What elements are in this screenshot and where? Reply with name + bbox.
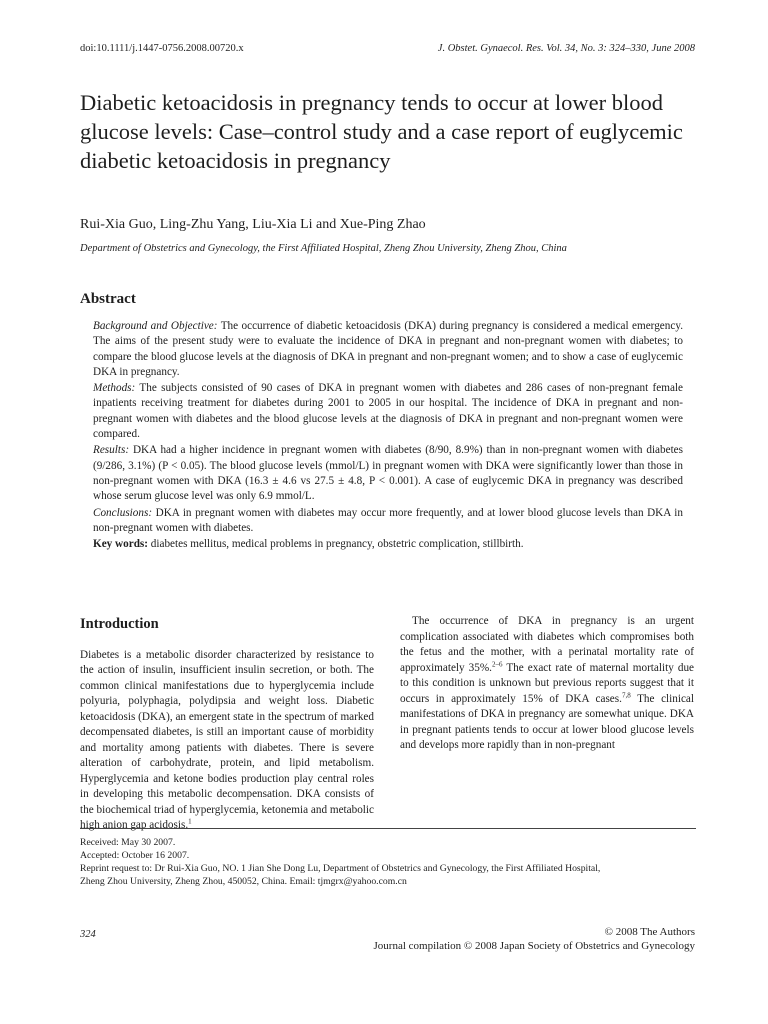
- abstract-heading: Abstract: [80, 291, 136, 307]
- copyright: [374, 925, 696, 953]
- received-date: Received: May 30 2007.: [80, 837, 176, 848]
- ref-1: 1: [188, 817, 192, 826]
- ref-3: 7,8: [621, 690, 631, 699]
- conclusions-label: Conclusions:: [93, 506, 153, 519]
- copyright-journal: Journal compilation © 2008 Japan Society of Obstetrics and Gynecology: [373, 940, 695, 952]
- left-column: [80, 614, 374, 834]
- doi: doi:10.1111/j.1447-0756.2008.00720.x: [80, 43, 244, 54]
- methods-label: Methods:: [93, 382, 136, 395]
- abstract-background: [93, 319, 683, 380]
- abstract-methods: [93, 381, 683, 442]
- page-number: 324: [80, 929, 96, 940]
- abstract-keywords: [93, 537, 683, 552]
- background-label: Background and Objective:: [93, 320, 218, 332]
- copyright-authors: © 2008 The Authors: [604, 926, 695, 938]
- background-text: The occurrence of diabetic ketoacidosis (DKA) during pregnancy is considered a medical emergency. The aims of the present study were to evaluate the incidence of DKA in pregnant and non-pregnant women with diabetes; to compare the blood glucose levels at the diagnosis of DKA in pregnant and non-pregnant women; and to show a case of euglycemic DKA in pregnancy.: [93, 320, 683, 378]
- conclusions-text: DKA in pregnant women with diabetes may occur more frequently, and at lower blood glucose levels than DKA in non-pregnant women with diabetes.: [93, 506, 683, 534]
- accepted-date: Accepted: October 16 2007.: [80, 850, 190, 861]
- intro-paragraph-2: [400, 614, 694, 754]
- abstract-conclusions: [93, 506, 683, 537]
- footnote-divider: [80, 828, 696, 829]
- abstract-body: [93, 319, 683, 553]
- methods-text: The subjects consisted of 90 cases of DKA in pregnant women with diabetes and 286 cases of non-pregnant female inpatients receiving treatment for diabetes during 2001 to 2005 in our hospital. The incidence of DKA in pregnant and non-pregnant women with diabetes and the blood glucose levels at the diagnosis of DKA in pregnant and non-pregnant women were compared.: [93, 382, 683, 441]
- keywords-label: Key words:: [93, 538, 148, 551]
- footnotes: [80, 836, 696, 888]
- right-column: [400, 614, 694, 754]
- keywords-text: diabetes mellitus, medical problems in pregnancy, obstetric complication, stillbirth.: [150, 538, 524, 551]
- results-label: Results:: [93, 444, 130, 457]
- reprint-request-line-2: Zheng Zhou University, Zheng Zhou, 450052, China. Email: tjmgrx@yahoo.com.cn: [80, 876, 407, 887]
- intro-para1-text: Diabetes is a metabolic disorder characterized by resistance to the action of insulin, insufficient insulin secretion, or both. The common clinical manifestations due to hyperglycemia include polyuria, polyphagia, polydipsia and weight loss. Diabetic ketoacidosis (DKA), an emergent state in the spectrum of marked decompensated diabetes, is still an important cause of morbidity and mortality among patients with diabetes. There is severe alteration of carbohydrate, protein, and lipid metabolism. Hyperglycemia and ketone bodies production play central roles in developing this metabolic decompensation. DKA consists of the biochemical triad of hyperglycemia, ketonemia and metabolic high anion gap acidosis.: [80, 648, 374, 831]
- journal-citation: J. Obstet. Gynaecol. Res. Vol. 34, No. 3: 324–330, June 2008: [437, 43, 695, 54]
- results-text: DKA had a higher incidence in pregnant women with diabetes (8/90, 8.9%) than in non-pregnant women with diabetes (9/286, 3.1%) (P < 0.05). The blood glucose levels (mmol/L) in pregnant women with DKA were significantly lower than those in non-pregnant women with DKA (16.3 ± 4.6 vs 27.5 ± 4.8, P < 0.001). A case of euglycemic DKA in pregnancy was described whose serum glucose level was only 6.9 mmol/L.: [93, 444, 684, 503]
- intro-para2b-text: The exact rate of maternal mortality due to this condition is unknown but previous reports suggest that it occurs in approximately 15% of DKA cases.: [400, 661, 695, 705]
- affiliation: Department of Obstetrics and Gynecology, the First Affiliated Hospital, Zheng Zhou University, Zheng Zhou, China: [80, 243, 567, 254]
- intro-para2a-text: The occurrence of DKA in pregnancy is an urgent complication associated with diabetes which compromises both the fetus and the mother, with a perinatal mortality rate of approximately 35%.: [400, 615, 694, 674]
- introduction-heading: Introduction: [80, 616, 159, 632]
- article-title: Diabetic ketoacidosis in pregnancy tends to occur at lower blood glucose levels: Case–control study and a case report of euglycemic diabetic ketoacidosis in pregnancy: [80, 90, 683, 173]
- authors: Rui-Xia Guo, Ling-Zhu Yang, Liu-Xia Li and Xue-Ping Zhao: [80, 217, 426, 232]
- ref-2: 2–6: [491, 659, 503, 668]
- reprint-request-line-1: Reprint request to: Dr Rui-Xia Guo, NO. 1 Jian She Dong Lu, Department of Obstetrics and Gynecology, the First Affiliated Hospital,: [80, 863, 601, 874]
- intro-paragraph-1: [80, 648, 374, 834]
- abstract-results: [93, 443, 683, 504]
- intro-para2c-text: The clinical manifestations of DKA in pregnancy are somewhat unique. DKA in pregnant patients tends to occur at lower blood glucose levels and develops more rapidly than in non-pregnant: [400, 692, 694, 751]
